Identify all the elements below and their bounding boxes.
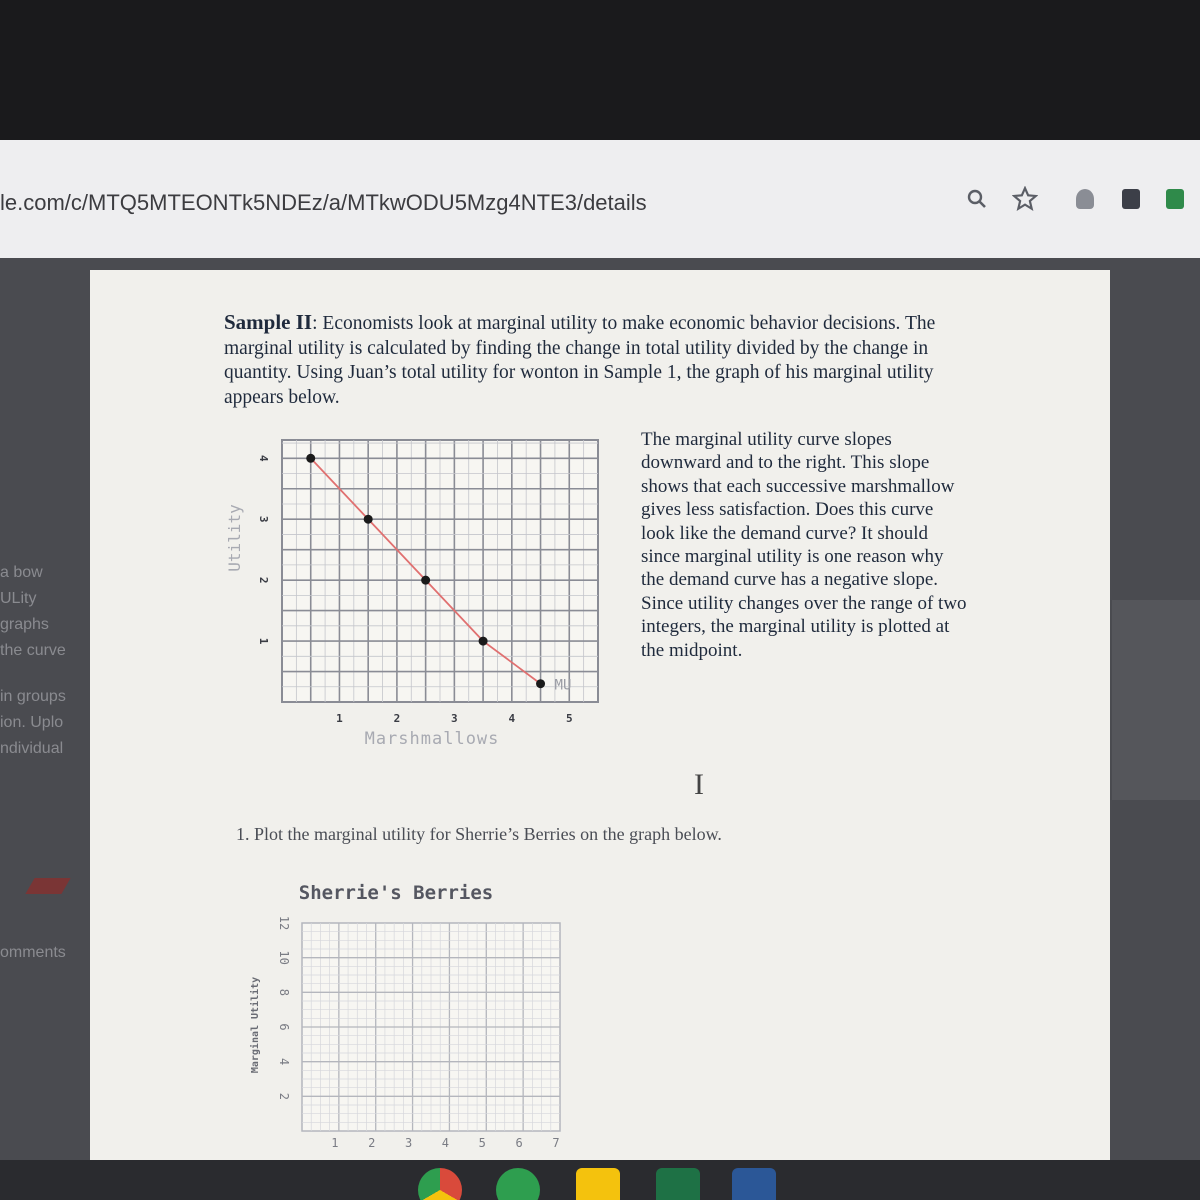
extension-icon[interactable] — [1160, 184, 1190, 214]
y-tick-label: 10 — [277, 950, 291, 965]
ghost-line: ndividual — [0, 740, 64, 757]
x-tick-label: 4 — [441, 1136, 450, 1150]
side-explanation: The marginal utility curve slopes downward and to the right. This slope shows that each successive marshmallow gives less satisfaction. Does this curve look like the demand curve? It should since marginal utility is one reason why the demand curve has a negative slope. Since utility changes over the range of two integers, the marginal utility is plotted at the midpoint. — [641, 429, 967, 661]
url-field[interactable]: le.com/c/MTQ5MTEONTk5NDEz/a/MTkwODU5Mzg4NTE3/details — [0, 190, 647, 215]
y-tick-label: 2 — [257, 576, 270, 584]
data-point — [479, 637, 488, 646]
chart-title: Sherrie's Berries — [298, 882, 494, 904]
data-point — [536, 679, 545, 688]
y-tick-label: 8 — [277, 988, 291, 996]
data-point — [306, 454, 315, 463]
right-background-panel — [1112, 600, 1200, 800]
x-tick-label: 2 — [393, 712, 401, 725]
y-tick-label: 6 — [277, 1023, 291, 1031]
y-tick-label: 4 — [277, 1058, 291, 1066]
question-1: 1. Plot the marginal utility for Sherrie’s Berries on the graph below. — [236, 824, 722, 844]
y-tick-label: 1 — [257, 637, 270, 645]
data-point — [421, 576, 430, 585]
y-tick-label: 12 — [277, 915, 291, 931]
y-tick-label: 2 — [277, 1092, 291, 1100]
ghost-line: a bow — [0, 564, 43, 581]
x-tick-label: 1 — [331, 1136, 339, 1150]
x-tick-label: 4 — [508, 712, 516, 725]
star-icon[interactable] — [1010, 184, 1040, 214]
sample-text: : Economists look at marginal utility to make economic behavior decisions. The marginal utility is calculated by finding the change in total utility divided by the change in quantity. Using Juan’s total utility for wonton in Sample 1, the graph of his marginal utility appears below. — [224, 313, 936, 408]
ghost-line: ULity — [0, 590, 37, 607]
sample-heading: Sample II — [224, 310, 313, 334]
x-tick-label: 5 — [565, 712, 573, 725]
x-tick-label: 1 — [336, 712, 343, 725]
x-tick-label: 3 — [451, 712, 458, 725]
sherries-berries-chart — [240, 875, 580, 1160]
ghost-line: ion. Uplo — [0, 714, 64, 731]
ghost-line: in groups — [0, 688, 66, 705]
left-background-text — [0, 560, 90, 762]
marginal-utility-chart — [220, 430, 640, 760]
extension-icon[interactable] — [1116, 184, 1146, 214]
y-axis-label: Marginal Utility — [250, 976, 261, 1074]
word-icon[interactable] — [732, 1168, 776, 1200]
excel-icon[interactable] — [656, 1168, 700, 1200]
classroom-icon[interactable] — [576, 1168, 620, 1200]
extension-icon[interactable] — [1070, 184, 1100, 214]
ghost-line: graphs — [0, 616, 49, 633]
series-label: MU — [554, 677, 572, 694]
top-bezel — [0, 0, 1200, 140]
comments-label[interactable]: omments — [0, 944, 66, 961]
data-point — [364, 515, 373, 524]
y-tick-label: 4 — [257, 454, 270, 462]
ghost-line: the curve — [0, 642, 66, 659]
sample-paragraph — [224, 310, 964, 410]
x-tick-label: 7 — [552, 1136, 560, 1150]
text-cursor-icon: I — [694, 768, 704, 801]
x-tick-label: 2 — [368, 1136, 376, 1150]
search-icon[interactable] — [962, 184, 992, 214]
x-tick-label: 6 — [515, 1136, 523, 1150]
x-axis-label: Marshmallows — [364, 729, 500, 749]
y-tick-label: 3 — [257, 515, 270, 523]
x-tick-label: 3 — [404, 1136, 413, 1150]
y-axis-label: Utility — [225, 504, 244, 572]
x-tick-label: 5 — [478, 1136, 486, 1150]
